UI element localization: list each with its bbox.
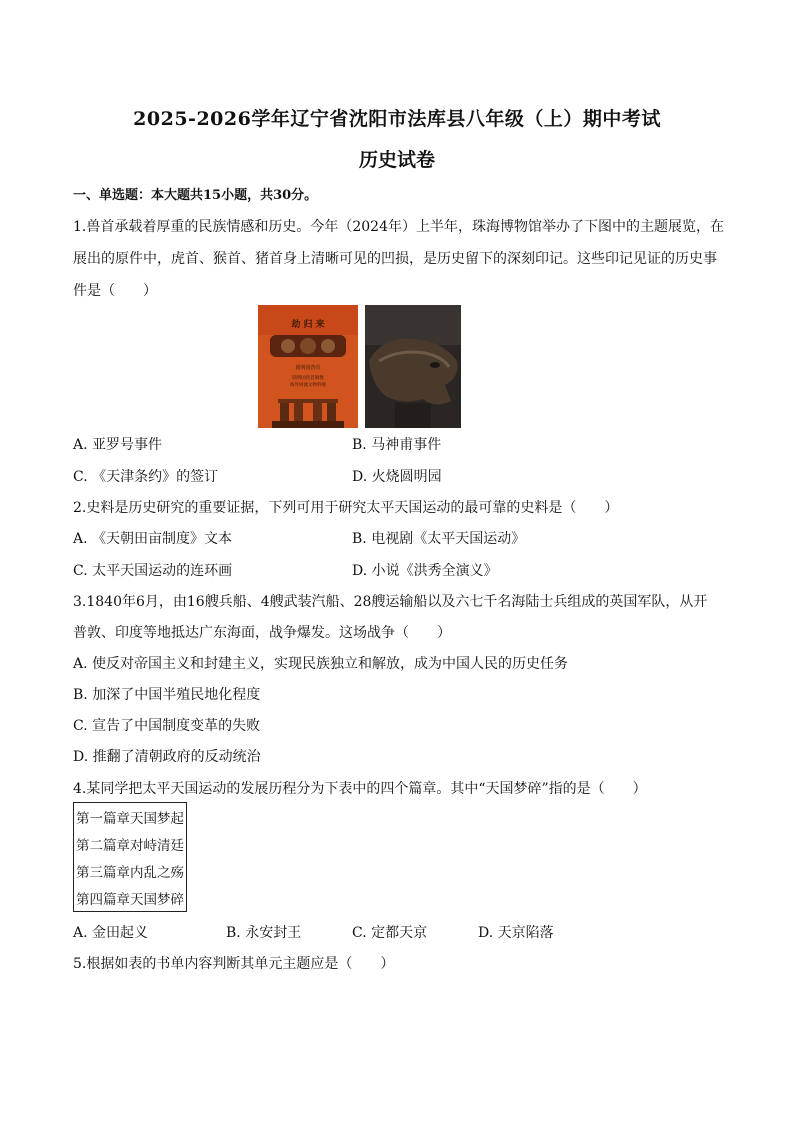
- table-row: [74, 803, 187, 831]
- exam-subtitle: 历史试卷: [358, 149, 435, 171]
- q1-option-d[interactable]: D. 火烧圆明园: [352, 469, 442, 485]
- chapter-table: [73, 802, 187, 912]
- poster-caption-1: 圆明园兽首铜像: [292, 376, 324, 381]
- q1-option-a[interactable]: A. 亚罗号事件: [73, 437, 163, 453]
- table-row: [74, 884, 187, 912]
- q2-option-b[interactable]: B. 电视剧《太平天国运动》: [352, 531, 526, 547]
- q2-option-d[interactable]: D. 小说《洪秀全演义》: [352, 563, 498, 579]
- q4-option-d[interactable]: D. 天京陷落: [478, 925, 554, 941]
- q1-stem-line-3: 件是（ ）: [73, 283, 157, 299]
- table-row: [74, 857, 187, 884]
- q2-stem: 2.史料是历史研究的重要证据，下列可用于研究太平天国运动的最可靠的史料是（ ）: [73, 500, 619, 516]
- q3-option-a[interactable]: A. 使反对帝国主义和封建主义，实现民族独立和解放，成为中国人民的历史任务: [73, 656, 569, 672]
- bronze-head-photo: [365, 305, 461, 428]
- q1-option-b[interactable]: B. 马神甫事件: [352, 437, 442, 453]
- poster-caption-2: 海外回流文物特展: [290, 383, 326, 388]
- exam-title: 2025-2026学年辽宁省沈阳市法库县八年级（上）期中考试: [133, 108, 661, 130]
- section-heading: 一、单选题：本大题共15小题，共30分。: [73, 188, 318, 203]
- q1-stem-line-2: 展出的原件中，虎首、猴首、猪首身上清晰可见的凹损，是历史留下的深刻印记。这些印记见证的历史事: [73, 251, 717, 267]
- q2-option-c[interactable]: C. 太平天国运动的连环画: [73, 563, 233, 579]
- q1-option-c[interactable]: C. 《天津条约》的签订: [73, 469, 219, 485]
- q4-option-a[interactable]: A. 金田起义: [73, 925, 149, 941]
- poster-mid-text: 圆明园兽首: [295, 365, 321, 371]
- table-cell: 第一篇章天国梦起: [74, 803, 187, 831]
- q3-stem-line-1: 3.1840年6月，由16艘兵船、4艘武装汽船、28艘运输船以及六七千名海陆士兵组成的英国军队，从开: [73, 594, 708, 610]
- q3-option-c[interactable]: C. 宣告了中国制度变革的失败: [73, 718, 261, 734]
- table-row: [74, 830, 187, 857]
- q4-option-c[interactable]: C. 定都天京: [352, 925, 428, 941]
- q3-option-b[interactable]: B. 加深了中国半殖民地化程度: [73, 687, 261, 703]
- q5-stem: 5.根据如表的书单内容判断其单元主题应是（ ）: [73, 956, 395, 972]
- q2-option-a[interactable]: A. 《天朝田亩制度》文本: [73, 531, 233, 547]
- table-cell: 第四篇章天国梦碎: [74, 884, 187, 912]
- exhibition-poster-image: [258, 305, 358, 428]
- q4-stem: 4.某同学把太平天国运动的发展历程分为下表中的四个篇章。其中“天国梦碎”指的是（ ）: [73, 781, 647, 797]
- poster-top-text: 劫 归 来: [291, 320, 325, 330]
- q3-stem-line-2: 普敦、印度等地抵达广东海面，战争爆发。这场战争（ ）: [73, 625, 451, 641]
- q1-stem-line-1: 1.兽首承载着厚重的民族情感和历史。今年（2024年）上半年，珠海博物馆举办了下图中的主题展览，在: [73, 219, 724, 235]
- table-cell: 第三篇章内乱之殇: [74, 857, 187, 884]
- q3-option-d[interactable]: D. 推翻了清朝政府的反动统治: [73, 749, 261, 765]
- table-cell: 第二篇章对峙清廷: [74, 830, 187, 857]
- q4-option-b[interactable]: B. 永安封王: [226, 925, 302, 941]
